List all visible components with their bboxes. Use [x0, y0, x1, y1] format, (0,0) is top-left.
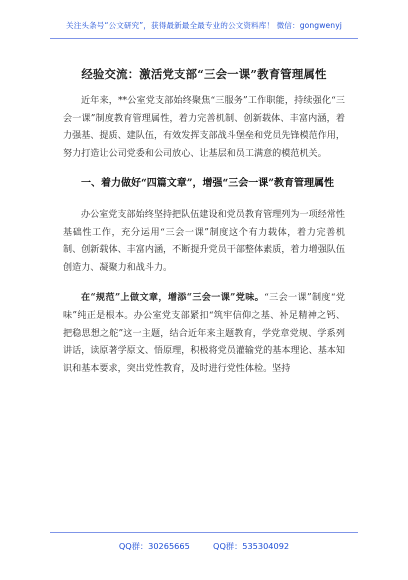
- footer: [0, 541, 408, 552]
- section-2-lead: 在“规范”上做文章，增添“三会一课”党味。: [81, 292, 265, 304]
- footer-qq-group-2: QQ群：535304092: [213, 541, 290, 551]
- section-1-paragraph: 办公室党支部始终坚持把队伍建设和党员教育管理列为一项经常性基础性工作，充分运用“三会一课”制度这个有力载体，着力完善机制、创新载体、丰富内涵，不断提升党员干部整体素质，着力增强队伍创造力、凝聚力和战斗力。: [63, 209, 345, 273]
- intro-paragraph: 近年来，**公室党支部始终聚焦“三服务”工作职能，持续强化“三会一课”制度教育管理属性，着力完善机制、创新载体、丰富内涵，着力强基、提质、建队伍，有效发挥支部战斗堡垒和党员先锋模范作用，努力打造让公司党委和公司放心、让基层和员工满意的模范机关。: [63, 96, 345, 159]
- header-divider: [50, 38, 358, 39]
- section-2-paragraph: [63, 289, 345, 378]
- section-heading-1: 一、着力做好“四篇文章”，增强“三会一课”教育管理属性: [81, 178, 335, 190]
- document-body: [63, 93, 345, 390]
- footer-divider: [50, 532, 358, 533]
- footer-qq-group-1: QQ群：30265665: [118, 541, 190, 551]
- section-2-text: “三会一课”制度“党味”纯正是根本。办公室党支部紧扣“筑牢信仰之基、补足精神之钙、把稳思想之舵”这一主题，结合近年来主题教育，学党章党规、学系列讲话，读原著学原文、悟原理，积极将党员灌输党的基本理论、基本知识和基本要求，突出党性教育，及时进行党性体检。坚持: [63, 293, 345, 374]
- header-banner: 关注头条号“公文研究”，获得最新最全最专业的公文资料库！ 微信：gongwenyj: [66, 21, 342, 30]
- document-title: 经验交流：激活党支部“三会一课”教育管理属性: [81, 67, 327, 81]
